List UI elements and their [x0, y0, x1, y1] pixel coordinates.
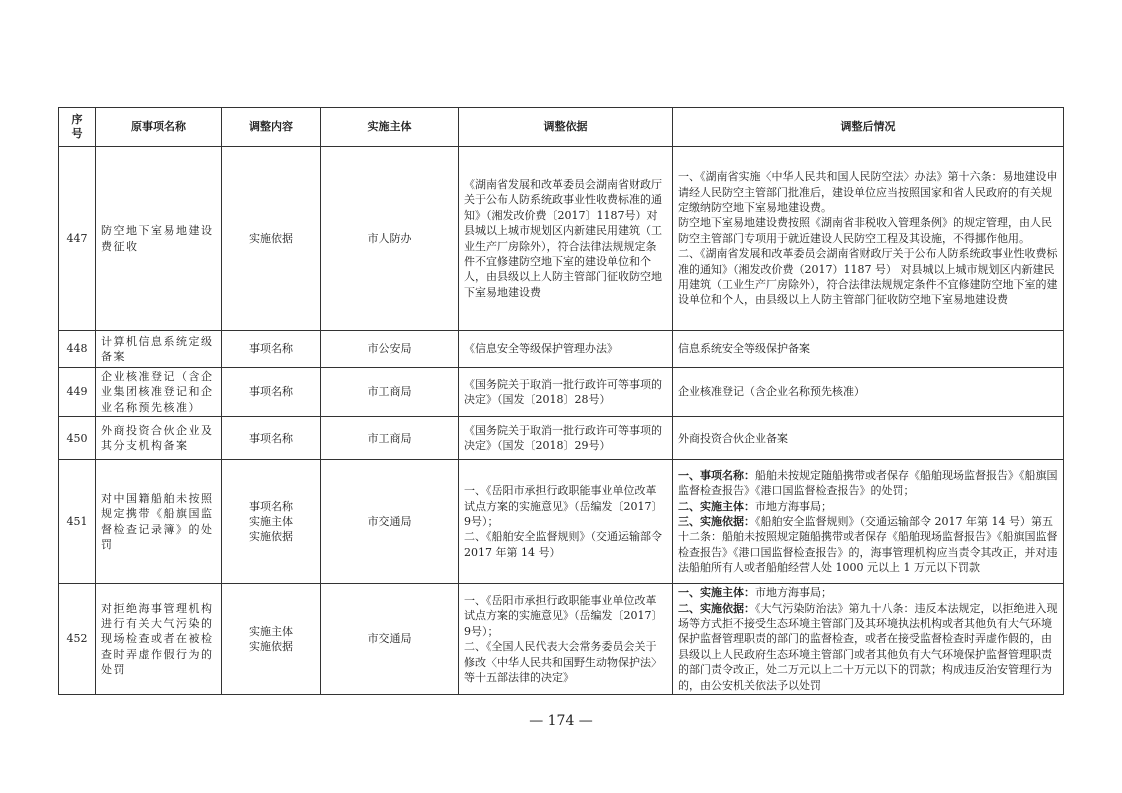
- basis-cell: [459, 368, 673, 417]
- result-text: 一、《湖南省实施〈中华人民共和国人民防空法〉办法》第十六条：易地建设申请经人民防空主管部门批准后，建设单位应当按照国家和省人民政府的有关规定缴纳防空地下室易地建设费。: [678, 170, 1058, 214]
- name-cell: [96, 368, 222, 417]
- result-paragraph: [678, 585, 1058, 600]
- name-cell: [96, 417, 222, 460]
- basis-text: 一、《岳阳市承担行政职能事业单位改革试点方案的实施意见》（岳编发〔2017〕9号）；: [464, 484, 663, 529]
- adjust-content: 事项名称: [249, 431, 293, 445]
- adjust-content: 实施主体: [249, 515, 293, 529]
- entity: 市工商局: [367, 431, 412, 445]
- result-label: 二、实施依据：: [678, 601, 755, 615]
- seq-cell: [59, 331, 96, 368]
- result-paragraph: [678, 341, 1058, 356]
- result-paragraph: [678, 468, 1058, 499]
- result-text: 外商投资合伙企业备案: [678, 431, 788, 445]
- result-text: 防空地下室易地建设费按照《湖南省非税收入管理条例》的规定管理，由人民防空主管部门专项用于就近建设人民防空工程及其设施，不得挪作他用。: [678, 216, 1052, 245]
- basis-text: 一、《岳阳市承担行政职能事业单位改革试点方案的实施意见》（岳编发〔2017〕9号）；: [464, 593, 663, 638]
- result-text: 企业核准登记（含企业名称预先核准）: [678, 385, 865, 399]
- row-number: 447: [66, 231, 88, 245]
- result-paragraph: [678, 169, 1058, 215]
- entity-cell: [321, 417, 459, 460]
- header-name: 原事项名称: [96, 108, 222, 147]
- content-cell: [222, 417, 321, 460]
- header-entity: 实施主体: [321, 108, 459, 147]
- result-paragraph: [678, 499, 1058, 514]
- basis-text: 《国务院关于取消一批行政许可等事项的决定》（国发〔2018〕28号）: [464, 377, 662, 407]
- row-number: 452: [66, 632, 88, 646]
- table-row: [59, 368, 1064, 417]
- name-cell: [96, 147, 222, 331]
- item-name: 外商投资合伙企业及其分支机构备案: [101, 423, 214, 453]
- adjust-content: 实施依据: [249, 231, 293, 245]
- entity: 市公安局: [367, 342, 412, 356]
- adjust-content: 事项名称: [249, 385, 293, 399]
- content-cell: [222, 460, 321, 584]
- row-number: 449: [66, 385, 88, 399]
- entity-cell: [321, 460, 459, 584]
- result-label: 一、事项名称：: [678, 468, 755, 482]
- basis-cell: [459, 331, 673, 368]
- seq-cell: [59, 460, 96, 584]
- adjust-content: 事项名称: [249, 499, 293, 513]
- result-text: 市地方海事局；: [755, 499, 832, 513]
- result-text: 船舶未按规定随船携带或者保存《船舶现场监督报告》《船旗国监督检查报告》《港口国监督检查报告》的处罚；: [678, 468, 1058, 498]
- entity-cell: [321, 331, 459, 368]
- basis-cell: [459, 147, 673, 331]
- result-text: 《大气污染防治法》第九十八条：违反本法规定，以拒绝进入现场等方式拒不接受生态环境主管部门及其环境执法机构或者其他负有大气环境保护监督管理职责的部门的监督检查，或者在接受监督检查时弄虚作假的，由县级以上人民政府生态环境主管部门或者其他负有大气环境保护监督管理职责的部门责令改正，处二万元以上二十万元以下的罚款；构成违反治安管理行为的，由公安机关依法予以处罚: [678, 601, 1058, 692]
- result-label: 三、实施依据：: [678, 515, 755, 529]
- result-cell: [673, 584, 1064, 695]
- table-header-row: [59, 108, 1064, 147]
- result-cell: [673, 460, 1064, 584]
- result-paragraph: [678, 215, 1058, 246]
- item-name: 防空地下室易地建设费征收: [101, 224, 214, 253]
- adjust-content: 实施主体: [249, 624, 293, 638]
- header-basis: 调整依据: [459, 108, 673, 147]
- entity: 市工商局: [367, 385, 412, 399]
- result-text: 市地方海事局；: [755, 586, 832, 600]
- adjust-content: 事项名称: [249, 342, 293, 356]
- result-text: 信息系统安全等级保护备案: [678, 342, 810, 356]
- basis-text: 《信息安全等级保护管理办法》: [464, 342, 618, 356]
- adjustment-table: [58, 107, 1064, 695]
- entity-cell: [321, 147, 459, 331]
- table-row: [59, 584, 1064, 695]
- table-row: [59, 147, 1064, 331]
- basis-text: 二、《全国人民代表大会常务委员会关于修改〈中华人民共和国野生动物保护法〉等十五部法律的决定》: [464, 640, 662, 684]
- header-seq: 序号: [59, 108, 96, 147]
- item-name: 对中国籍船舶未按照规定携带《船旗国监督检查记录簿》的处罚: [101, 491, 214, 552]
- name-cell: [96, 460, 222, 584]
- page-number: — 174 —: [529, 713, 593, 729]
- name-cell: [96, 331, 222, 368]
- basis-text: 《湖南省发展和改革委员会湖南省财政厅关于公布人防系统政事业性收费标准的通知》（湘发改价费〔2017〕1187号）对县城以上城市规划区内新建民用建筑（工业生产厂房除外），符合法律法规规定条件不宜修建防空地下室的建设单位和个人，由县级以上人防主管部门征收防空地下室易地建设费: [464, 177, 662, 299]
- entity: 市交通局: [367, 632, 412, 646]
- result-label: 二、实施主体：: [678, 499, 755, 513]
- content-cell: [222, 584, 321, 695]
- content-cell: [222, 368, 321, 417]
- result-cell: [673, 331, 1064, 368]
- result-paragraph: [678, 601, 1058, 693]
- entity: 市人防办: [367, 231, 412, 245]
- seq-cell: [59, 147, 96, 331]
- result-cell: [673, 368, 1064, 417]
- basis-text: 《国务院关于取消一批行政许可等事项的决定》（国发〔2018〕29号）: [464, 423, 662, 453]
- content-cell: [222, 331, 321, 368]
- header-content: 调整内容: [222, 108, 321, 147]
- basis-cell: [459, 584, 673, 695]
- row-number: 451: [66, 515, 88, 529]
- content-cell: [222, 147, 321, 331]
- name-cell: [96, 584, 222, 695]
- entity-cell: [321, 368, 459, 417]
- basis-cell: [459, 417, 673, 460]
- result-paragraph: [678, 246, 1058, 308]
- result-cell: [673, 147, 1064, 331]
- adjust-content: 实施依据: [249, 530, 293, 544]
- entity: 市交通局: [367, 515, 412, 529]
- basis-cell: [459, 460, 673, 584]
- result-cell: [673, 417, 1064, 460]
- result-text: 二、《湖南省发展和改革委员会湖南省财政厅关于公布人防系统政事业性收费标准的通知》（湘发改价费（2017）1187 号） 对县城以上城市规划区内新建民用建筑（工业生产厂房除外），符合法律法规规定条件不宜修建防空地下室的建设单位和个人，由县级以上人防主管部门征收防空地下室易地建设费: [678, 247, 1058, 307]
- item-name: 企业核准登记（含企业集团核准登记和企业名称预先核准）: [101, 370, 214, 414]
- header-result: 调整后情况: [673, 108, 1064, 147]
- table-row: [59, 460, 1064, 584]
- table-row: [59, 417, 1064, 460]
- item-name: 计算机信息系统定级备案: [101, 334, 214, 363]
- result-paragraph: [678, 384, 1058, 399]
- seq-cell: [59, 417, 96, 460]
- seq-cell: [59, 584, 96, 695]
- basis-text: 二、《船舶安全监督规则》（交通运输部令 2017 年第 14 号）: [464, 530, 662, 559]
- result-label: 一、实施主体：: [678, 586, 755, 600]
- table-row: [59, 331, 1064, 368]
- result-paragraph: [678, 514, 1058, 576]
- seq-cell: [59, 368, 96, 417]
- result-paragraph: [678, 431, 1058, 446]
- item-name: 对拒绝海事管理机构进行有关大气污染的现场检查或者在被检查时弄虚作假行为的处罚: [101, 601, 214, 677]
- row-number: 450: [66, 431, 88, 445]
- row-number: 448: [66, 342, 88, 356]
- result-text: 《船舶安全监督规则》（交通运输部令 2017 年第 14 号）第五十二条：船舶未按照规定随船携带或者保存《船舶现场监督报告》《船旗国监督检查报告》《港口国监督检查报告》的，海事管理机构应当责令其改正，并对违法船舶所有人或者船舶经营人处 1000 元以上 1 万元以下罚款: [678, 515, 1058, 575]
- adjust-content: 实施依据: [249, 640, 293, 654]
- entity-cell: [321, 584, 459, 695]
